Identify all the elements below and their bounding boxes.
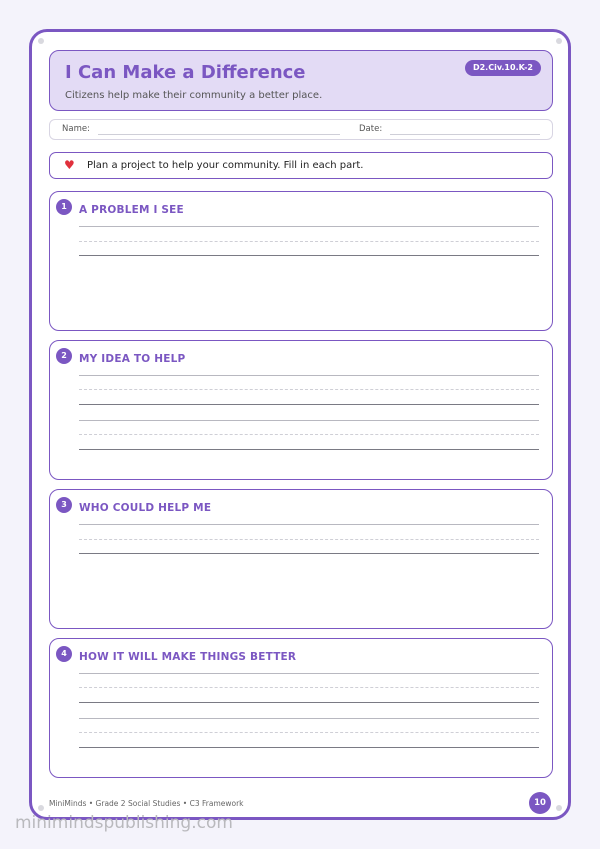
writing-line-mid <box>79 434 539 435</box>
section-impact <box>49 638 553 778</box>
writing-line-base[interactable] <box>79 449 539 450</box>
page-number-badge: 10 <box>529 792 551 814</box>
section-title: MY IDEA TO HELP <box>79 353 186 365</box>
date-field[interactable] <box>390 134 540 135</box>
writing-line-base[interactable] <box>79 255 539 256</box>
instructions-box <box>49 152 553 179</box>
section-title: WHO COULD HELP ME <box>79 502 212 514</box>
corner-dot <box>556 805 562 811</box>
section-problem <box>49 191 553 331</box>
standard-badge: D2.Civ.10.K-2 <box>465 60 541 76</box>
page-title: I Can Make a Difference <box>65 62 306 83</box>
section-idea <box>49 340 553 480</box>
writing-line-mid <box>79 241 539 242</box>
section-helpers <box>49 489 553 629</box>
footer-credit: MiniMinds • Grade 2 Social Studies • C3 Framework <box>49 799 244 808</box>
section-number: 1 <box>56 199 72 215</box>
name-date-bar <box>49 119 553 140</box>
corner-dot <box>38 38 44 44</box>
writing-line-top[interactable] <box>79 375 539 376</box>
instructions-text: Plan a project to help your community. Fill in each part. <box>87 160 364 171</box>
title-banner <box>49 50 553 111</box>
writing-line-mid <box>79 687 539 688</box>
section-title: A PROBLEM I SEE <box>79 204 184 216</box>
name-field[interactable] <box>98 134 340 135</box>
section-number: 2 <box>56 348 72 364</box>
worksheet-page <box>29 29 571 820</box>
section-number: 3 <box>56 497 72 513</box>
page-subtitle: Citizens help make their community a better place. <box>65 90 323 101</box>
name-label: Name: <box>62 124 90 134</box>
heart-icon: ♥ <box>64 158 75 172</box>
writing-line-top[interactable] <box>79 420 539 421</box>
writing-line-top[interactable] <box>79 524 539 525</box>
date-label: Date: <box>359 124 383 134</box>
writing-line-mid <box>79 389 539 390</box>
writing-line-base[interactable] <box>79 702 539 703</box>
corner-dot <box>556 38 562 44</box>
writing-line-base[interactable] <box>79 553 539 554</box>
section-title: HOW IT WILL MAKE THINGS BETTER <box>79 651 297 663</box>
writing-line-mid <box>79 539 539 540</box>
writing-line-mid <box>79 732 539 733</box>
corner-dot <box>38 805 44 811</box>
watermark: minimindspublishing.com <box>15 813 233 833</box>
section-number: 4 <box>56 646 72 662</box>
writing-line-top[interactable] <box>79 226 539 227</box>
writing-line-base[interactable] <box>79 404 539 405</box>
writing-line-top[interactable] <box>79 673 539 674</box>
writing-line-base[interactable] <box>79 747 539 748</box>
writing-line-top[interactable] <box>79 718 539 719</box>
